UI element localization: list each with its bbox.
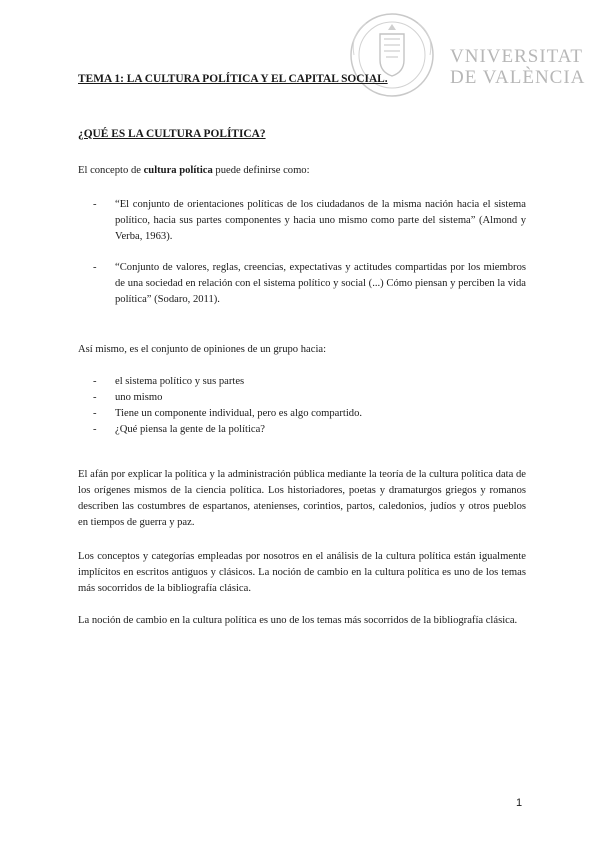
- bullet-marker: -: [93, 376, 97, 387]
- page-number: 1: [516, 797, 523, 809]
- bullet-marker: -: [93, 199, 97, 210]
- logo-line-2: DE VALÈNCIA: [450, 67, 586, 88]
- list-item: uno mismo: [115, 392, 163, 403]
- definition-almond-verba: “El conjunto de orientaciones políticas de los ciudadanos de la misma nación hacia el sistema político, hacia sus partes componentes y hacia uno mismo como parte del sistema” (Almond y Verba, 1963).: [115, 199, 526, 242]
- list-item: Tiene un componente individual, pero es algo compartido.: [115, 408, 363, 419]
- list-item: el sistema político y sus partes: [115, 376, 245, 387]
- body-paragraph: Los conceptos y categorías empleadas por nosotros en el análisis de la cultura política están igualmente implícitos en escritos antiguos y clásicos. La noción de cambio en la cultura política es uno de los temas más socorridos de la bibliografía clásica.: [78, 551, 526, 594]
- section-heading: ¿QUÉ ES LA CULTURA POLÍTICA?: [78, 128, 266, 140]
- university-name: [450, 46, 586, 88]
- logo-line-1: VNIVERSITAT: [450, 46, 583, 67]
- document-title: TEMA 1: LA CULTURA POLÍTICA Y EL CAPITAL SOCIAL.: [78, 73, 388, 85]
- bullet-marker: -: [93, 392, 97, 403]
- university-seal-icon: [340, 12, 444, 98]
- university-logo: [340, 12, 586, 98]
- intro-paragraph: [78, 163, 526, 179]
- bullet-marker: -: [93, 408, 97, 419]
- intro-after: puede definirse como:: [212, 165, 310, 176]
- asimismo-paragraph: Así mismo, es el conjunto de opiniones de un grupo hacia:: [78, 344, 327, 355]
- intro-before: El concepto de: [78, 165, 144, 176]
- intro-bold-term: cultura política: [143, 165, 213, 176]
- bullet-marker: -: [93, 424, 97, 435]
- body-paragraph: El afán por explicar la política y la administración pública mediante la teoría de la cultura política data de los orígenes mismos de la ciencia política. Los historiadores, poetas y dramaturgos griegos y romanos describen las costumbres de espartanos, atenienses, corintios, partos, caledonios, judíos y otros pueblos en tiempos de guerra y paz.: [78, 469, 526, 528]
- list-item: ¿Qué piensa la gente de la política?: [115, 424, 266, 435]
- definition-sodaro: “Conjunto de valores, reglas, creencias, expectativas y actitudes compartidas por los miembros de una sociedad en relación con el sistema político y social (...) Cómo piensan y perciben la vida política” (Sodaro, 2011).: [115, 262, 526, 305]
- body-paragraph: La noción de cambio en la cultura política es uno de los temas más socorridos de la bibliografía clásica.: [78, 615, 518, 626]
- bullet-marker: -: [93, 262, 97, 273]
